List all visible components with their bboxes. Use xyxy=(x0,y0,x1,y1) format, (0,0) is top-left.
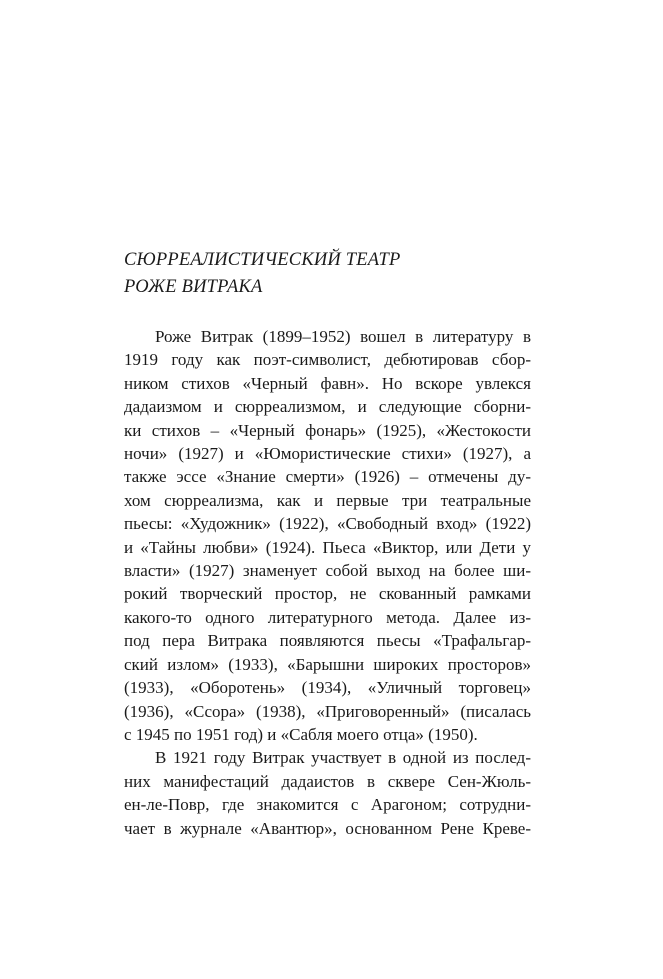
paragraph-line: хом сюрреализма, как и первые три театральные xyxy=(124,490,531,510)
paragraph-line: и «Тайны любви» (1924). Пьеса «Виктор, или Дети у xyxy=(124,537,531,557)
paragraph-line: пьесы: «Художник» (1922), «Свободный вход» (1922) xyxy=(124,514,531,534)
page-content xyxy=(124,247,531,840)
paragraph-line: рокий творческий простор, не скованный рамками xyxy=(124,584,531,604)
paragraph-line: (1936), «Ссора» (1938), «Приговоренный» (писалась xyxy=(124,701,531,721)
chapter-title-line-1: СЮРРЕАЛИСТИЧЕСКИЙ ТЕАТР xyxy=(124,250,401,270)
paragraph-2 xyxy=(124,746,531,840)
chapter-title-line-2: РОЖЕ ВИТРАКА xyxy=(124,277,263,297)
paragraph-line: ен-ле-Повр, где знакомится с Арагоном; сотрудни- xyxy=(124,795,531,815)
paragraph-line: также эссе «Знание смерти» (1926) – отмечены ду- xyxy=(124,467,531,487)
paragraph-line: них манифестаций дадаистов в сквере Сен-Жюль- xyxy=(124,771,531,791)
paragraph-line: Роже Витрак (1899–1952) вошел в литературу в xyxy=(155,327,531,346)
paragraph-line: В 1921 году Витрак участвует в одной из послед- xyxy=(155,748,531,768)
chapter-title xyxy=(124,247,531,301)
paragraph-1 xyxy=(124,325,531,746)
paragraph-line: власти» (1927) знаменует собой выход на более ши- xyxy=(124,561,531,581)
paragraph-line: дадаизмом и сюрреализмом, и следующие сборни- xyxy=(124,397,531,417)
paragraph-line: ки стихов – «Черный фонарь» (1925), «Жестокости xyxy=(124,420,531,440)
paragraph-line: ский излом» (1933), «Барышни широких просторов» xyxy=(124,654,531,674)
paragraph-line: 1919 году как поэт-символист, дебютировав сбор- xyxy=(124,350,531,370)
body-text xyxy=(124,325,531,840)
paragraph-line: под пера Витрака появляются пьесы «Трафальгар- xyxy=(124,631,531,651)
paragraph-line: с 1945 по 1951 год) и «Сабля моего отца» (1950). xyxy=(124,724,478,744)
paragraph-line: ночи» (1927) и «Юмористические стихи» (1927), а xyxy=(124,444,531,464)
paragraph-line: (1933), «Оборотень» (1934), «Уличный торговец» xyxy=(124,678,531,698)
paragraph-line: чает в журнале «Авантюр», основанном Рене Креве- xyxy=(124,818,531,838)
paragraph-line: какого-то одного литературного метода. Далее из- xyxy=(124,607,531,627)
paragraph-line: ником стихов «Черный фавн». Но вскоре увлекся xyxy=(124,373,531,393)
